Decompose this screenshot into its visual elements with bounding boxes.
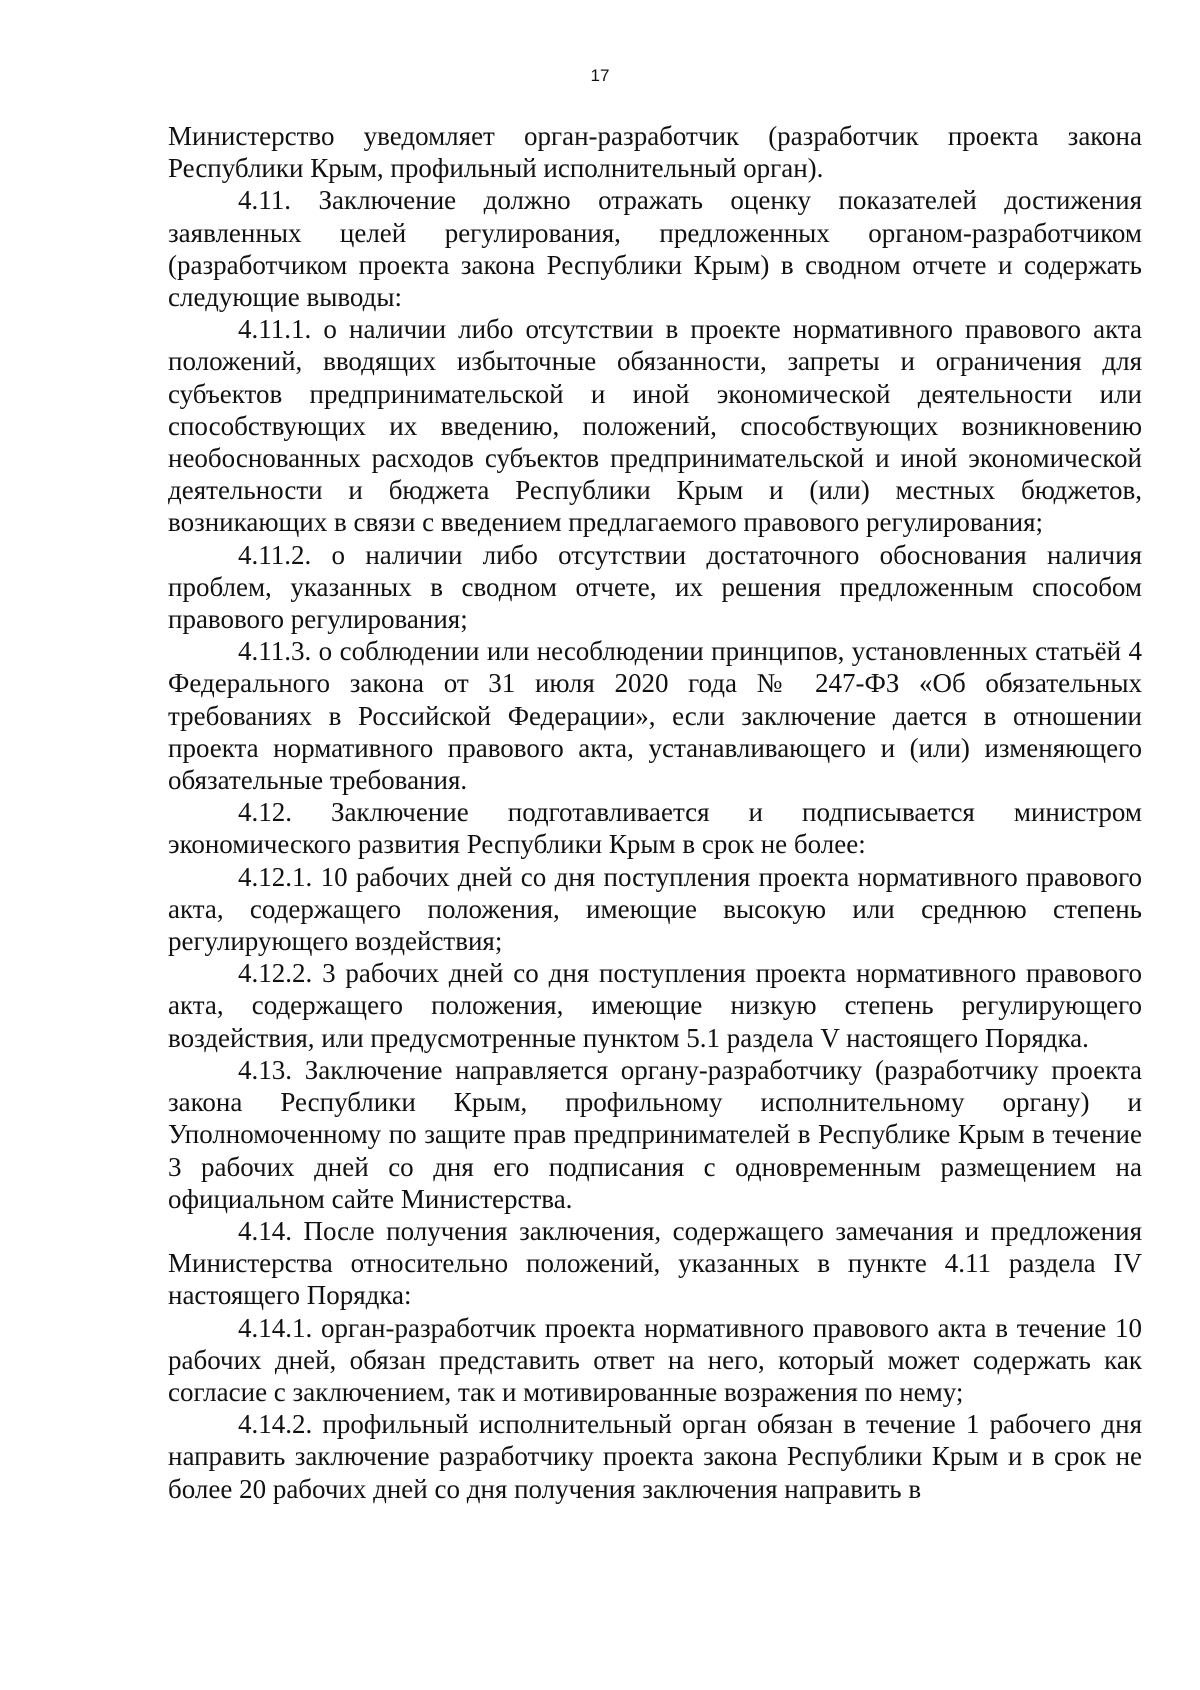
paragraph-4-12-1: 4.12.1. 10 рабочих дней со дня поступления проекта нормативного правового акта, содержащего положения, имеющие высокую или среднюю степень регулирующего воздействия; [168, 861, 1142, 957]
paragraph-continuation: Министерство уведомляет орган-разработчик (разработчик проекта закона Республики Крым, профильный исполнительный орган). [168, 121, 1142, 184]
paragraph-4-14-2: 4.14.2. профильный исполнительный орган обязан в течение 1 рабочего дня направить заключение разработчику проекта закона Республики Крым и в срок не более 20 рабочих дней со дня получения заключения направить в [168, 1409, 1142, 1504]
paragraph-4-12-2: 4.12.2. 3 рабочих дней со дня поступления проекта нормативного правового акта, содержащего положения, имеющие низкую степень регулирующего воздействия, или предусмотренные пунктом 5.1 раздела V настоящего Порядка. [168, 958, 1142, 1053]
paragraph-4-14: 4.14. После получения заключения, содержащего замечания и предложения Министерства относительно положений, указанных в пункте 4.11 раздела IV настоящего Порядка: [168, 1215, 1142, 1311]
paragraph-4-13: 4.13. Заключение направляется органу-разработчику (разработчику проекта закона Республики Крым, профильному исполнительному органу) и Уполномоченному по защите прав предпринимателей в Республике Крым в течение 3 рабочих дней со дня его подписания с одновременным размещением на официальном сайте Министерства. [168, 1054, 1142, 1214]
paragraph-4-11: 4.11. Заключение должно отражать оценку показателей достижения заявленных целей регулирования, предложенных органом-разработчиком (разработчиком проекта закона Республики Крым) в сводном отчете и содержать следующие выводы: [168, 185, 1142, 313]
paragraph-4-11-2: 4.11.2. о наличии либо отсутствии достаточного обоснования наличия проблем, указанных в сводном отчете, их решения предложенным способом правового регулирования; [168, 539, 1142, 635]
document-body [168, 120, 1142, 1505]
paragraph-4-14-1: 4.14.1. орган-разработчик проекта нормативного правового акта в течение 10 рабочих дней, обязан представить ответ на него, который может содержать как согласие с заключением, так и мотивированные возражения по нему; [168, 1312, 1142, 1407]
paragraph-4-12: 4.12. Заключение подготавливается и подписывается министром экономического развития Республики Крым в срок не более: [168, 797, 1142, 860]
paragraph-4-11-1: 4.11.1. о наличии либо отсутствии в проекте нормативного правового акта положений, вводящих избыточные обязанности, запреты и ограничения для субъектов предпринимательской и иной экономической деятельности или способствующих их введению, положений, способствующих возникновению необоснованных расходов субъектов предпринимательской и иной экономической деятельности и бюджета Республики Крым и (или) местных бюджетов, возникающих в связи с введением предлагаемого правового регулирования; [168, 314, 1142, 538]
page-number: 17 [590, 66, 610, 85]
paragraph-4-11-3: 4.11.3. о соблюдении или несоблюдении принципов, установленных статьёй 4 Федерального закона от 31 июля 2020 года № 247-ФЗ «Об обязательных требованиях в Российской Федерации», если заключение дается в отношении проекта нормативного правового акта, устанавливающего и (или) изменяющего обязательные требования. [168, 636, 1142, 796]
